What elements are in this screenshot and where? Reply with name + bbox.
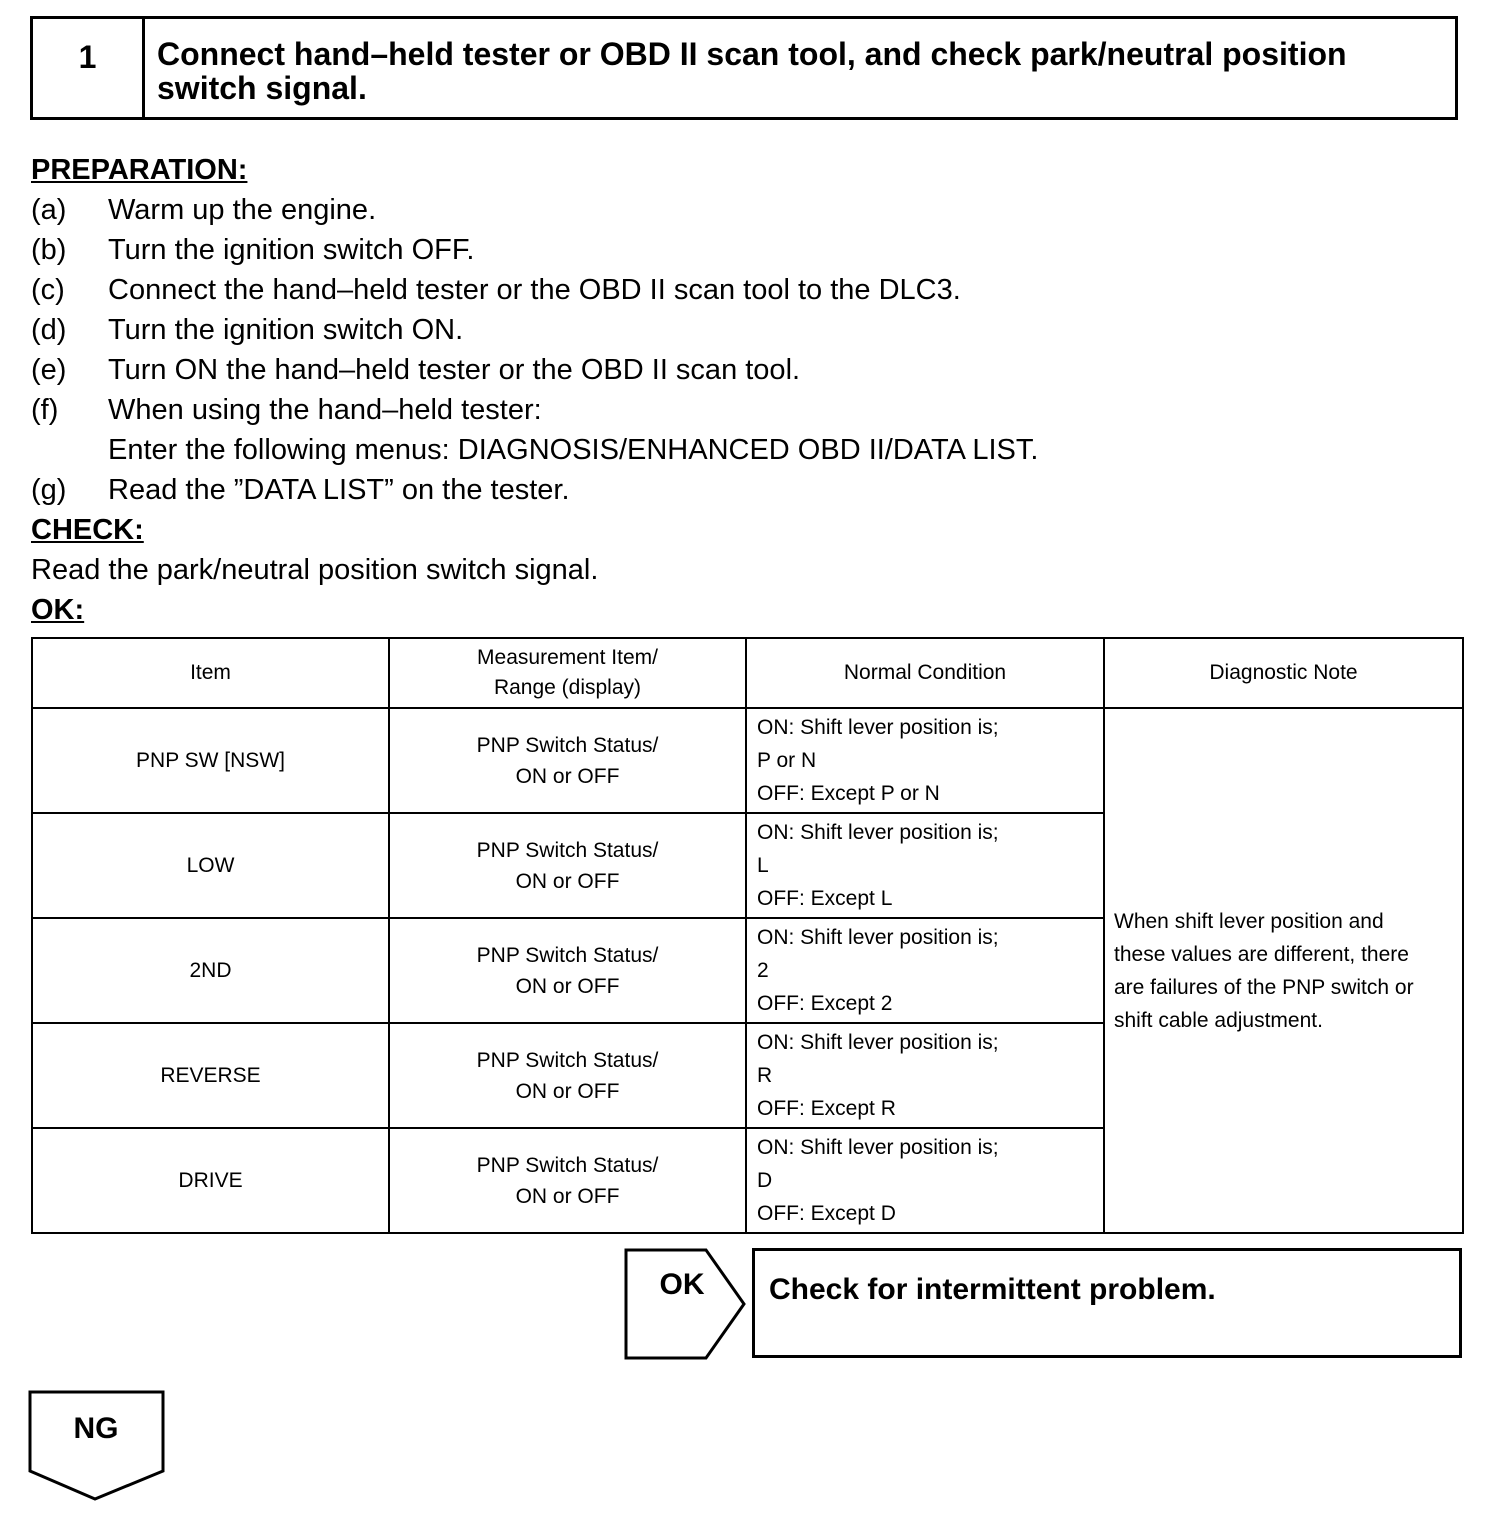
cell-measurement-line-2: ON or OFF xyxy=(515,764,620,788)
cond-line-2: D xyxy=(757,1169,773,1192)
prep-text-f-continued: Enter the following menus: DIAGNOSIS/ENHANCED OBD II/DATA LIST. xyxy=(108,434,1039,466)
cell-measurement-line-2: ON or OFF xyxy=(515,1184,620,1208)
ng-label: NG xyxy=(73,1412,119,1445)
cell-measurement xyxy=(389,1128,746,1233)
cond-line-2: 2 xyxy=(757,959,769,982)
cell-measurement xyxy=(389,813,746,918)
note-line-2: these values are different, there xyxy=(1114,942,1409,966)
cond-line-1: ON: Shift lever position is; xyxy=(757,1031,999,1054)
step-title xyxy=(157,37,1435,105)
cond-line-3: OFF: Except L xyxy=(757,887,893,910)
prep-letter-f: (f) xyxy=(31,394,59,426)
cond-line-3: OFF: Except R xyxy=(757,1097,896,1120)
prep-text-f: When using the hand–held tester: xyxy=(108,394,542,426)
step-title-line-2: switch signal. xyxy=(157,70,367,106)
prep-text-g: Read the ”DATA LIST” on the tester. xyxy=(108,474,570,506)
header-normal-condition: Normal Condition xyxy=(746,638,1104,708)
cond-line-3: OFF: Except D xyxy=(757,1202,896,1225)
prep-letter-c: (c) xyxy=(31,274,65,306)
cell-measurement xyxy=(389,918,746,1023)
cell-measurement-line-1: PNP Switch Status/ xyxy=(476,943,659,967)
cell-item: REVERSE xyxy=(32,1023,389,1128)
table-row xyxy=(32,708,1463,813)
preparation-heading: PREPARATION: xyxy=(31,154,248,186)
note-line-1: When shift lever position and xyxy=(1114,909,1384,933)
ng-arrow-shape xyxy=(27,1389,167,1503)
cell-measurement-line-1: PNP Switch Status/ xyxy=(476,1048,659,1072)
cell-measurement-line-2: ON or OFF xyxy=(515,974,620,998)
ok-arrow-shape xyxy=(624,1248,748,1360)
prep-text-c: Connect the hand–held tester or the OBD II scan tool to the DLC3. xyxy=(108,274,961,306)
header-measurement-line-1: Measurement Item/ xyxy=(477,646,658,669)
cell-normal-condition xyxy=(746,918,1104,1023)
cell-normal-condition xyxy=(746,708,1104,813)
cond-line-1: ON: Shift lever position is; xyxy=(757,716,999,739)
cond-line-1: ON: Shift lever position is; xyxy=(757,1136,999,1159)
step-title-line-1: Connect hand–held tester or OBD II scan tool, and check park/neutral position xyxy=(157,36,1347,72)
header-measurement xyxy=(389,638,746,708)
check-heading: CHECK: xyxy=(31,514,144,546)
note-line-4: shift cable adjustment. xyxy=(1114,1008,1323,1032)
header-measurement-line-2: Range (display) xyxy=(493,676,642,699)
header-item: Item xyxy=(32,638,389,708)
cell-measurement-line-1: PNP Switch Status/ xyxy=(476,1153,659,1177)
note-line-3: are failures of the PNP switch or xyxy=(1114,975,1414,999)
ok-result-text: Check for intermittent problem. xyxy=(769,1273,1216,1306)
cond-line-2: R xyxy=(757,1064,773,1087)
cell-item: LOW xyxy=(32,813,389,918)
cell-diagnostic-note xyxy=(1104,708,1463,1233)
cell-item: PNP SW [NSW] xyxy=(32,708,389,813)
cell-measurement-line-2: ON or OFF xyxy=(515,1079,620,1103)
check-text: Read the park/neutral position switch signal. xyxy=(31,554,599,586)
cell-normal-condition xyxy=(746,813,1104,918)
prep-letter-d: (d) xyxy=(31,314,67,346)
header-diagnostic-note: Diagnostic Note xyxy=(1104,638,1463,708)
prep-text-b: Turn the ignition switch OFF. xyxy=(108,234,475,266)
cell-measurement-line-1: PNP Switch Status/ xyxy=(476,838,659,862)
cell-measurement-line-2: ON or OFF xyxy=(515,869,620,893)
table-header-row xyxy=(32,638,1463,708)
cond-line-1: ON: Shift lever position is; xyxy=(757,926,999,949)
step-number: 1 xyxy=(33,19,145,117)
ok-result-box xyxy=(752,1248,1462,1358)
ok-label: OK xyxy=(659,1268,705,1301)
ok-heading: OK: xyxy=(31,594,85,626)
cond-line-3: OFF: Except P or N xyxy=(757,782,940,805)
cond-line-3: OFF: Except 2 xyxy=(757,992,893,1015)
prep-text-d: Turn the ignition switch ON. xyxy=(108,314,464,346)
step-header-box xyxy=(30,16,1458,120)
prep-text-a: Warm up the engine. xyxy=(108,194,377,226)
prep-letter-e: (e) xyxy=(31,354,67,386)
cond-line-2: P or N xyxy=(757,749,817,772)
data-list-table xyxy=(31,637,1464,1234)
cell-measurement xyxy=(389,708,746,813)
prep-letter-g: (g) xyxy=(31,474,67,506)
prep-letter-a: (a) xyxy=(31,194,67,226)
cell-measurement xyxy=(389,1023,746,1128)
cell-normal-condition xyxy=(746,1023,1104,1128)
cell-item: 2ND xyxy=(32,918,389,1023)
prep-text-e: Turn ON the hand–held tester or the OBD II scan tool. xyxy=(108,354,801,386)
prep-letter-b: (b) xyxy=(31,234,67,266)
cell-normal-condition xyxy=(746,1128,1104,1233)
cell-item: DRIVE xyxy=(32,1128,389,1233)
cond-line-2: L xyxy=(757,854,769,877)
cond-line-1: ON: Shift lever position is; xyxy=(757,821,999,844)
cell-measurement-line-1: PNP Switch Status/ xyxy=(476,733,659,757)
